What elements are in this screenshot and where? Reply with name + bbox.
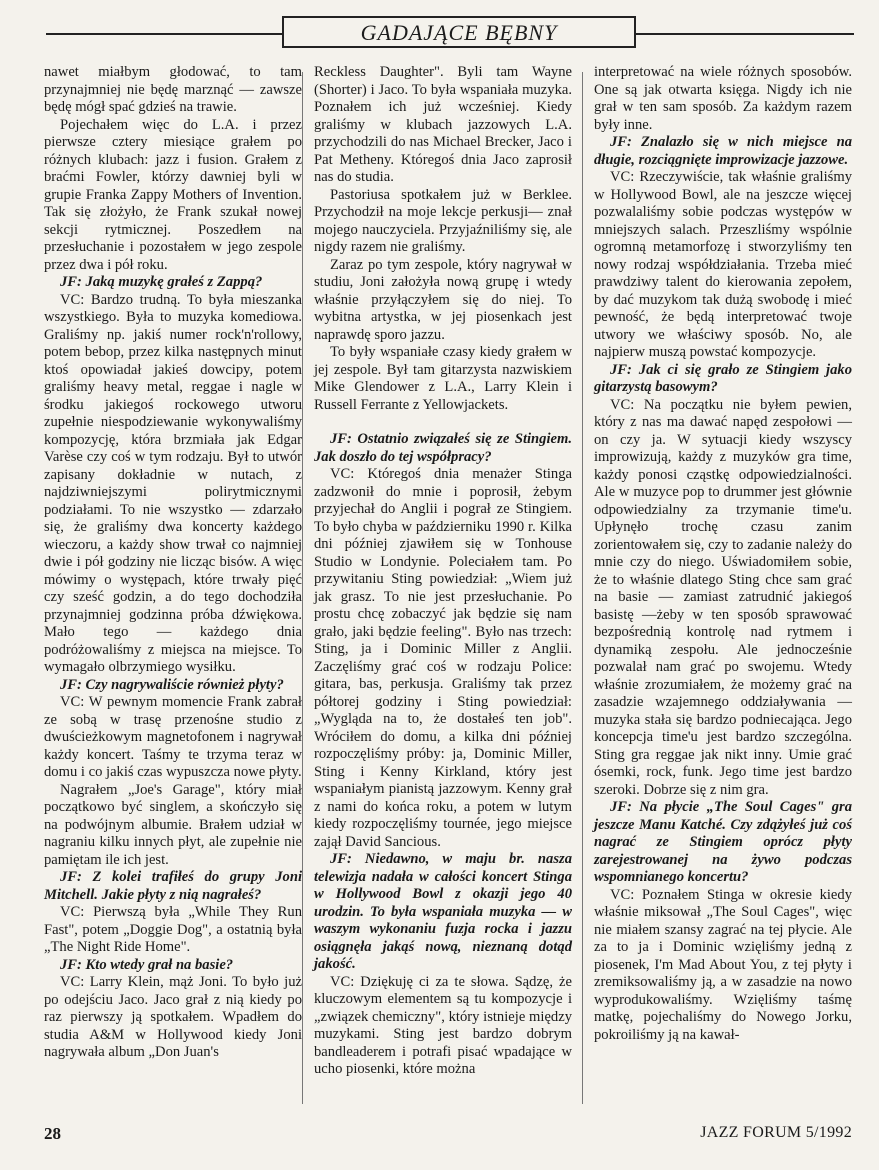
answer-paragraph: VC: Któregoś dnia menażer Stinga zadzwonił do mnie i poprosił, żebym przyjechał do Anglii i pograł ze Stingiem. To było chyba w październiku 1990 r. Kilka dni później zjawiłem się w Tonhouse Studio w Londynie. Poleciałem tam. Po przywitaniu Sting powiedział: „Wiem już jak grasz. To nie jest przesłuchanie. Po prostu chcę zobaczyć jak będzie się nam grało, jaki będzie feeling". Było nas trzech: Sting, ja i Dominic Miller z Anglii. Zaczęliśmy grać coś w rodzaju Police: gitara, bas, perkusja. Graliśmy tak przez półtorej godziny i Sting powiedział: „Wygląda na to, że dostałeś ten job". Wróciłem do domu, a kilka dni później rozpoczęliśmy próby: ja, Dominic Miller, Sting i Kenny Kirkland, który jest wspaniałym pianistą jazzowym. Kenny grał z nami do końca roku, a potem w lutym kiedy rozpoczęliśmy tournée, jego miejsce zajął David Sancious. <box>314 466 572 850</box>
page-header <box>0 16 879 52</box>
column-divider <box>302 72 303 1104</box>
interview-question: JF: Ostatnio związałeś się ze Stingiem. Jak doszło do tej współpracy? <box>314 431 572 465</box>
magazine-issue: JAZZ FORUM 5/1992 <box>700 1124 852 1141</box>
answer-paragraph: VC: W pewnym momencie Frank zabrał ze sobą w trasę przenośne studio z dwuścieżkowym magnetofonem i nagrywał każdy koncert. Taśmy te trzyma teraz w domu i co jakiś czas wypuszcza nowe płyty. <box>44 694 302 780</box>
text-column-2 <box>314 64 572 1079</box>
continued-paragraph: nawet miałbym głodować, to tam przynajmniej nie będę marznąć — zawsze będę mógł spać gdzieś na trawie. <box>44 64 302 115</box>
answer-paragraph: VC: Poznałem Stinga w okresie kiedy właśnie miksował „The Soul Cages", więc nie miałem szansy zagrać na tej płycie. Ale za to ja i Dominic wzięliśmy jedną z piosenek, I'm Mad About You, z tej płyty i zremiksowaliśmy ją, a w zasadzie na nowo wyprodukowaliśmy. Wzięliśmy taśmę matkę, pojechaliśmy do Nowego Jorku, pokroiliśmy ją na kawał- <box>594 886 852 1043</box>
answer-paragraph: To były wspaniałe czasy kiedy grałem w jej zespole. Był tam gitarzysta nazwiskiem Mike Glendower z L.A., Larry Klein i Russell Ferrante z Yellowjackets. <box>314 344 572 413</box>
interview-question: JF: Znalazło się w nich miejsce na długie, rozciągnięte improwizacje jazzowe. <box>594 134 852 168</box>
answer-paragraph: VC: Rzeczywiście, tak właśnie graliśmy w Hollywood Bowl, ale na jeszcze więcej pozwalaliśmy sobie podczas występów w mniejszych salach. Przeszliśmy wspólnie ogromną metamorfozę i stworzyliśmy ten nowy rodzaj współdziałania. Trzeba mieć prawdziwy talent do kierowania zepołem, by dać muzykom tak dużą swobodę i mieć pewność, że będą interpretować twoje utwory we właściwy sposób. No, ale najpierw muszą powstać kompozycje. <box>594 169 852 360</box>
interview-question: JF: Kto wtedy grał na basie? <box>60 956 234 973</box>
answer-paragraph: Zaraz po tym zespole, który nagrywał w studiu, Joni założyła nową grupę i wtedy właśnie przyłączyłem się do niej. To wybitna artystka, w jej piosenkach jest naprawdę sporo jazzu. <box>314 256 572 343</box>
interview-question: JF: Jak ci się grało ze Stingiem jako gitarzystą basowym? <box>594 361 852 395</box>
text-column-1 <box>44 64 302 1062</box>
continued-paragraph: interpretować na wiele różnych sposobów. One są jak otwarta księga. Nigdy ich nie grał w ten sam sposób. Za każdym razem były inne. <box>594 64 852 133</box>
section-title: GADAJĄCE BĘBNY <box>282 16 636 48</box>
header-rule-left <box>46 33 282 35</box>
interview-question: JF: Niedawno, w maju br. nasza telewizja nadała w całości koncert Stinga w Hollywood Bowl z okazji jego 40 urodzin. To była wspaniała muzyka — w waszym wykonaniu fuzja rocka i jazzu osiągnęła jakąś nową, nieznaną dotąd jakość. <box>314 851 572 972</box>
interview-question: JF: Z kolei trafiłeś do grupy Joni Mitchell. Jakie płyty z nią nagrałeś? <box>44 869 302 903</box>
interview-question: JF: Jaką muzykę grałeś z Zappą? <box>60 274 263 290</box>
column-divider <box>582 72 583 1104</box>
continued-paragraph: Reckless Daughter". Byli tam Wayne (Shorter) i Jaco. To była wspaniała muzyka. Poznałem ich już wcześniej. Kiedy graliśmy w klubach jazzowych L.A. przychodzili do nas Michael Brecker, Jaco i Pat Metheny. Któregoś dnia Jaco zaprosił nas do studia. <box>314 64 572 185</box>
answer-paragraph: VC: Dziękuję ci za te słowa. Sądzę, że kluczowym elementem są tu kompozycje i „związek chemiczny", który istnieje między muzykami. Sting jest bardzo dobrym bandleaderem i potrafi pisać wpadające w ucho piosenki, które można <box>314 973 572 1077</box>
answer-paragraph: VC: Na początku nie byłem pewien, który z nas ma dawać napęd zespołowi — on czy ja. W sytuacji kiedy wszyscy improwizują, każdy z muzyków gra time, każdy ponosi cząstkę odpowiedzialności. Ale w muzyce pop to drummer jest głównie odpowiedzialny za trzymanie time'u. Upłynęło trochę czasu zanim zorientowałem się, czy to zadanie należy do mnie czy do niego. Uświadomiłem sobie, że to właśnie dlatego Sting chce sam grać na basie — zamiast zatrudnić jakiegoś basistę —żeby w ten sposób sprawować bezpośrednią kontrolę nad rytmem i dynamiką zespołu. Ale jednocześnie pozwalał nam grać po swojemu. Wtedy właśnie zrozumiałem, że możemy grać na zasadzie wzajemnego oddziaływania — muzyka stała się bardzo podniecająca. Jego koncepcja time'u jest bardzo szczególna. Sting gra reggae jak nikt inny. Umie grać ósemki, rock, funk. Jego time jest bardzo szeroki. Dobrze się z nim gra. <box>594 396 852 798</box>
answer-paragraph: VC: Pierwszą była „While They Run Fast", potem „Doggie Dog", a ostatnią była „The Night Ride Home". <box>44 904 302 955</box>
header-rule-right <box>636 33 854 35</box>
text-column-3 <box>594 64 852 1044</box>
interview-question: JF: Na płycie „The Soul Cages" gra jeszcze Manu Katché. Czy zdążyłeś już coś nagrać ze Stingiem oprócz płyty zarejestrowanej na żywo podczas wspomnianego koncertu? <box>594 799 852 885</box>
page-number: 28 <box>44 1124 61 1143</box>
answer-paragraph: Pastoriusa spotkałem już w Berklee. Przychodził na moje lekcje perkusji— znał mojego nauczyciela. Przyjaźniliśmy się, ale nigdy razem nie graliśmy. <box>314 186 572 255</box>
answer-paragraph: Pojechałem więc do L.A. i przez pierwsze cztery miesiące grałem po różnych klubach: jazz i fusion. Grałem z braćmi Fowler, którzy dawniej byli w grupie Franka Zappy Mothers of Invention. Tak się złożyło, że Frank szukał nowej sekcji rytmicznej. Poszedłem na przesłuchanie i pozostałem w jego zespole przez dwa i pół roku. <box>44 116 302 273</box>
answer-paragraph: VC: Larry Klein, mąż Joni. To było już po odejściu Jaco. Jaco grał z nią kiedy po raz pierwszy ją spotkałem. Wpadłem do studia A&M w Hollywood kiedy Joni nagrywała album „Don Juan's <box>44 974 302 1060</box>
answer-paragraph: VC: Bardzo trudną. To była mieszanka wszystkiego. Była to muzyka komediowa. Graliśmy np. jakiś numer rock'n'rollowy, potem bebop, przez kilka następnych minut ktoś opowiadał jakieś dowcipy, potem graliśmy heavy metal, reggae i nagle w środku jakiegoś rockowego utworu zupełnie niespodziewanie wykonywaliśmy kompozycję, która brzmiała jak Edgar Varèse czy coś w tym rodzaju. Był to utwór zapisany dokładnie w nutach, z najdziwniejszymi polirytmicznymi podziałami. To nie wszystko — zdarzało się, że graliśmy dwa koncerty każdego wieczoru, a każdy show trwał co najmniej dwie i pół godziny nie licząc bisów. A więc mówimy o występach, które trwały pięć czy sześć godzin, a do tego dochodziła przynajmniej godzinna próba dźwiękowa. Mało tego — każdego dnia podróżowaliśmy z miejsca na miejsce. To wymagało olbrzymiego wysiłku. <box>44 291 302 675</box>
interview-question: JF: Czy nagrywaliście również płyty? <box>60 676 284 693</box>
answer-paragraph: Nagrałem „Joe's Garage", który miał początkowo być singlem, a skończyło się na podwójnym albumie. Brałem udział w nagraniu kilku innych płyt, ale zupełnie nie pamiętam ile ich jest. <box>44 781 302 868</box>
